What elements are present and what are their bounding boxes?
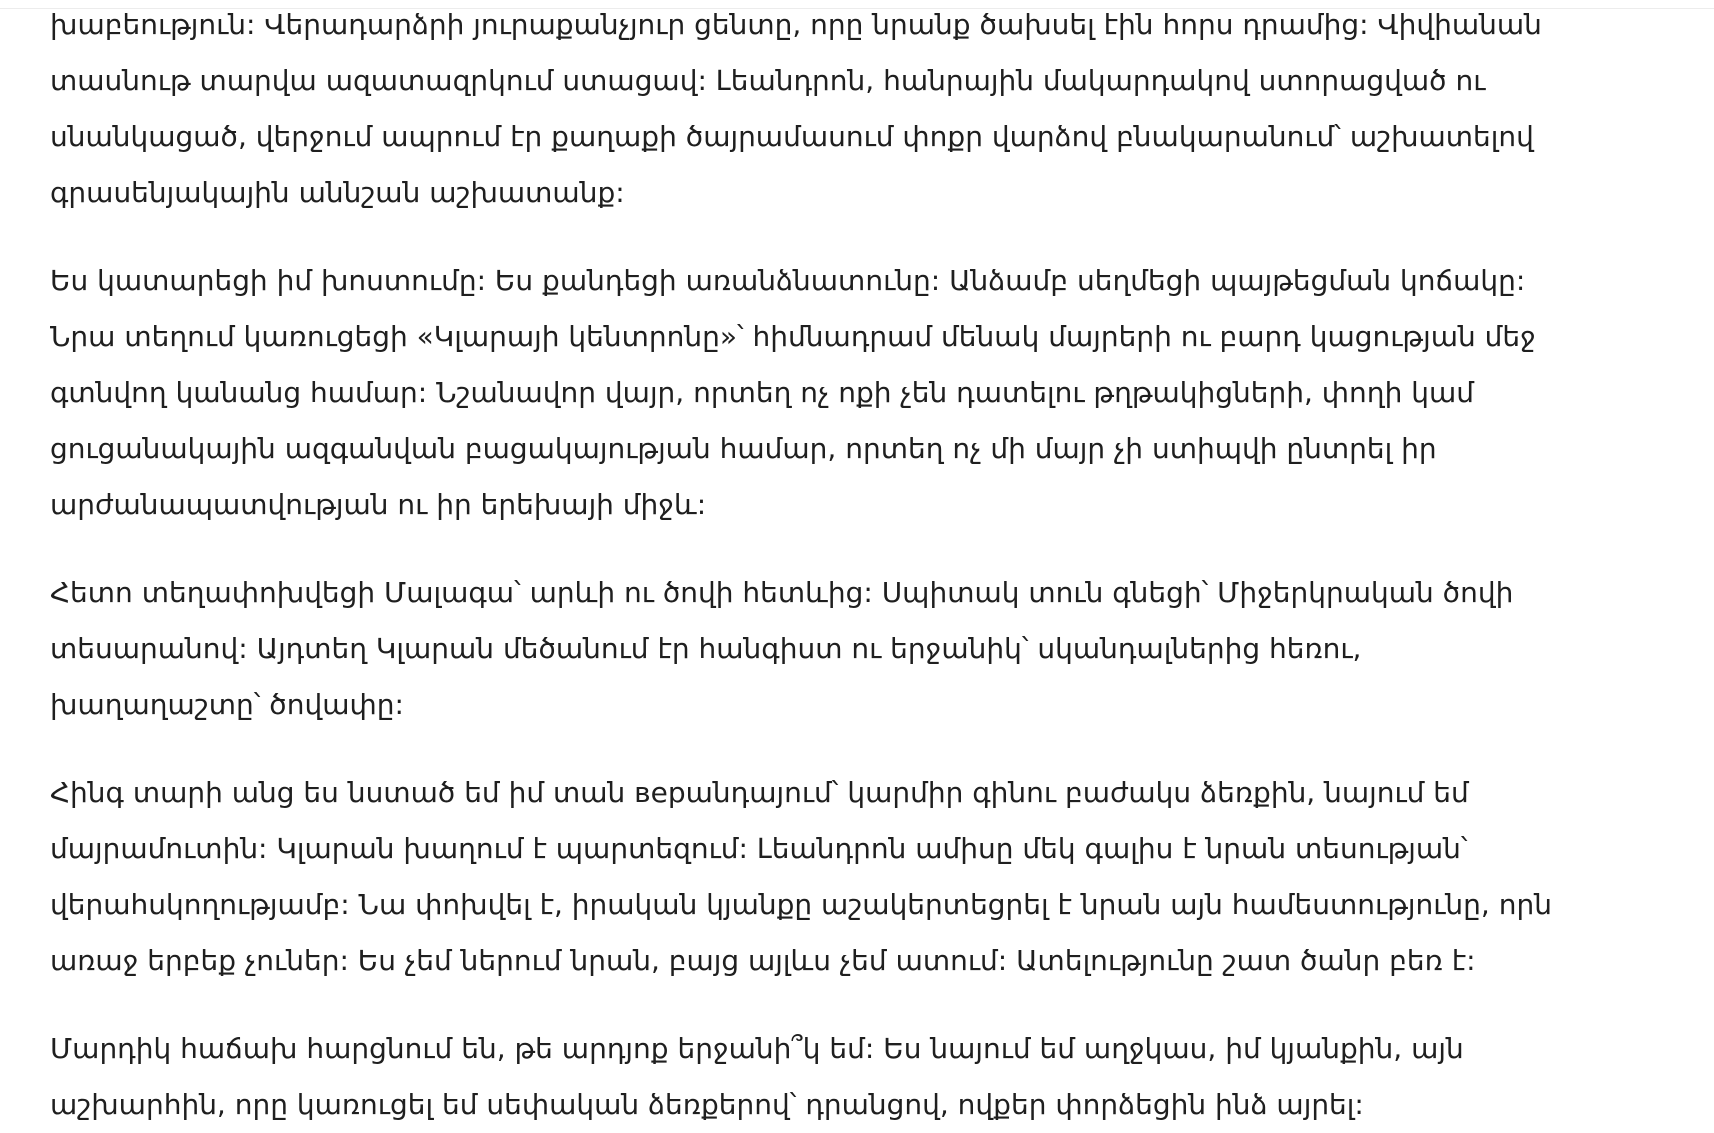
paragraph-line: Նրա տեղում կառուցեցի «Կլարայի կենտրոնը»՝ հիմնադրամ մենակ մայրերի ու բարդ կացության մեջ xyxy=(50,320,1536,353)
paragraph-line: տեսարանով: Այդտեղ Կլարան մեծանում էր հանգիստ ու երջանիկ՝ սկանդալներից հեռու, xyxy=(50,632,1362,665)
paragraph-line: սնանկացած, վերջում ապրում էր քաղաքի ծայրամասում փոքր վարձով բնակարանում՝ աշխատելով xyxy=(50,120,1534,153)
paragraph-line: Ես կատարեցի իմ խոստումը: Ես քանդեցի առանձնատունը: Անձամբ սեղմեցի պայթեցման կոճակը: xyxy=(50,264,1526,297)
paragraph-line: գրասենյակային աննշան աշխատանք: xyxy=(50,176,625,209)
paragraph-1 xyxy=(50,0,1670,221)
paragraph-line: առաջ երբեք չուներ: Ես չեմ ներում նրան, բայց այլևս չեմ ատում: Ատելությունը շատ ծանր բեռ է: xyxy=(50,944,1476,977)
paragraph-line: արժանապատվության ու իր երեխայի միջև: xyxy=(50,488,707,521)
paragraph-line: խաբեություն: Վերադարձրի յուրաքանչյուր ցենտը, որը նրանք ծախսել էին հորս դրամից: Վիվիանան xyxy=(50,8,1542,41)
paragraph-line: վերահսկողությամբ: Նա փոխվել է, իրական կյանքը աշակերտեցրել է նրան այն համեստությունը, որն xyxy=(50,888,1552,921)
paragraph-line: ցուցանակային ազգանվան բացակայության համար, որտեղ ոչ մի մայր չի ստիպվի ընտրել իր xyxy=(50,432,1437,465)
paragraph-line: տասնութ տարվա ազատազրկում ստացավ: Լեանդրոն, հանրային մակարդակով ստորացված ու xyxy=(50,64,1486,97)
paragraph-line: Հետո տեղափոխվեցի Մալագա՝ արևի ու ծովի հետևից: Սպիտակ տուն գնեցի՝ Միջերկրական ծովի xyxy=(50,576,1514,609)
paragraph-line: մայրամուտին: Կլարան խաղում է պարտեզում: Լեանդրոն ամիսը մեկ գալիս է նրան տեսության՝ xyxy=(50,832,1468,865)
paragraph-line: աշխարհին, որը կառուցել եմ սեփական ձեռքերով՝ դրանցով, ովքեր փորձեցին ինձ այրել: xyxy=(50,1088,1364,1121)
paragraph-line: Հինգ տարի անց ես նստած եմ իմ տան вeрանդայում՝ կարմիր գինու բաժակս ձեռքին, նայում եմ xyxy=(50,776,1469,809)
paragraph-2 xyxy=(50,253,1670,533)
article-body xyxy=(50,0,1670,1133)
paragraph-line: Մարդիկ հաճախ հարցնում են, թե արդյոք երջանի՞կ եմ: Ես նայում եմ աղջկաս, իմ կյանքին, այն xyxy=(50,1032,1464,1065)
paragraph-line: խաղաղաշտը՝ ծովափը: xyxy=(50,688,404,721)
paragraph-line: գտնվող կանանց համար: Նշանավոր վայր, որտեղ ոչ ոքի չեն դատելու թղթակիցների, փողի կամ xyxy=(50,376,1474,409)
paragraph-4 xyxy=(50,765,1670,989)
paragraph-3 xyxy=(50,565,1670,733)
paragraph-5 xyxy=(50,1021,1670,1133)
